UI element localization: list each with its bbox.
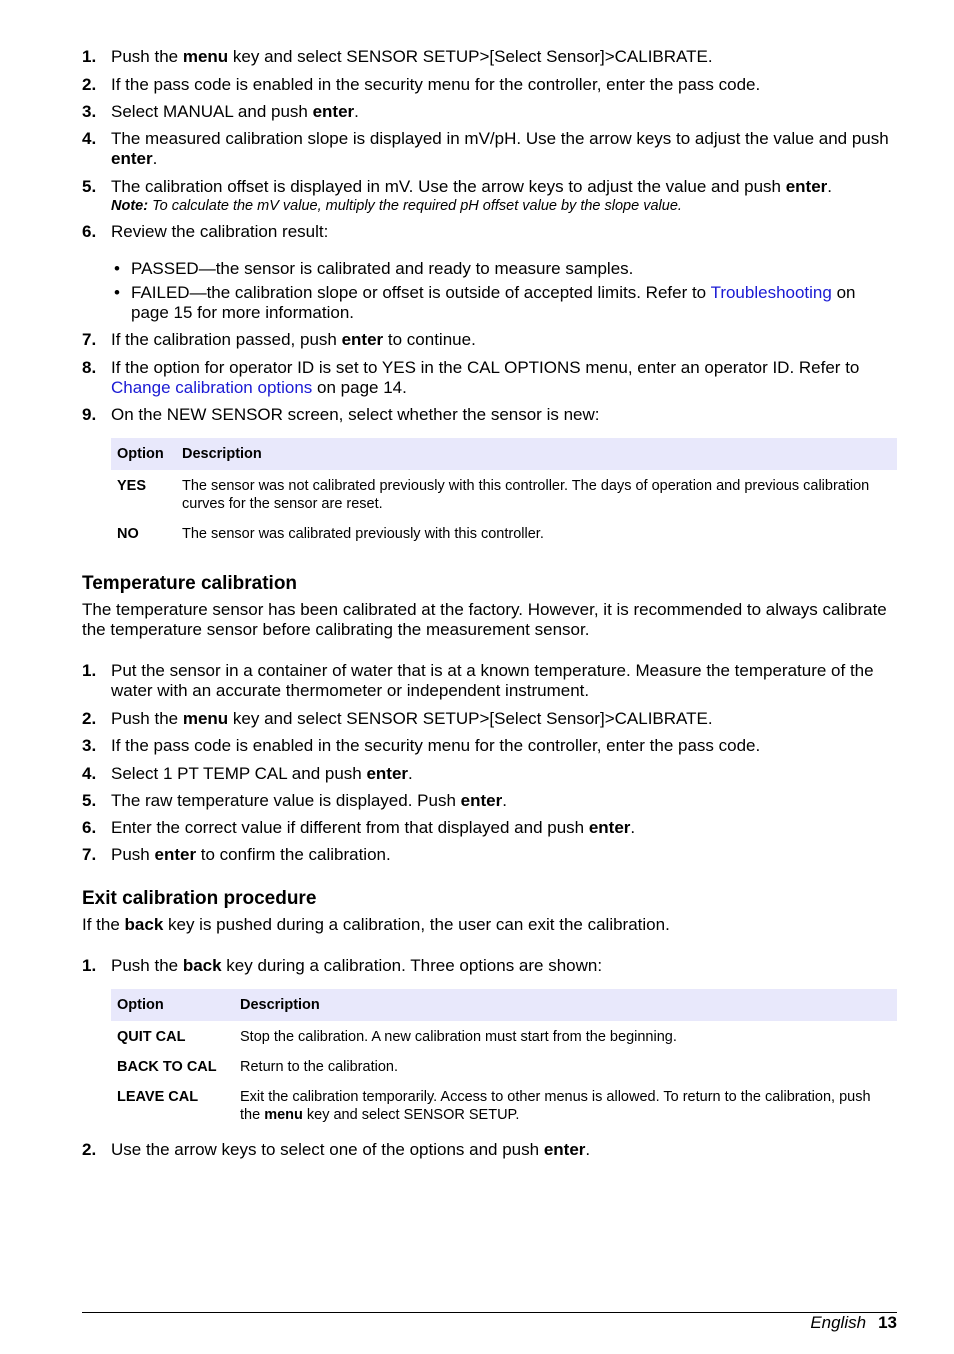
footer-language: English [810, 1313, 867, 1332]
step-item: 7. If the calibration passed, push enter to continue. [82, 330, 476, 349]
table-row: NO The sensor was calibrated previously with this controller. [117, 526, 544, 542]
bullet-item: • FAILED—the calibration slope or offset is outside of accepted limits. Refer to Troubleshooting on page 15 for more information. [114, 283, 856, 322]
table-header-row: Option Description [111, 438, 897, 470]
step-item: 7. Push enter to confirm the calibration. [82, 845, 391, 864]
step-item: 1. Put the sensor in a container of water that is at a known temperature. Measure the temperature of the water with an accurate thermometer or independent instrument. [82, 661, 874, 700]
table-row: BACK TO CAL Return to the calibration. [117, 1059, 398, 1075]
note: Note: To calculate the mV value, multiply the required pH offset value by the slope value. [111, 198, 682, 214]
troubleshooting-link[interactable]: Troubleshooting [710, 283, 832, 302]
step-item: 2. If the pass code is enabled in the security menu for the controller, enter the pass code. [82, 75, 761, 94]
page-number: 13 [878, 1313, 897, 1332]
step-item: 1. Push the back key during a calibration. Three options are shown: [82, 956, 603, 975]
table-row: LEAVE CAL Exit the calibration temporarily. Access to other menus is allowed. To return to the calibration, push the menu key and select SENSOR SETUP. [117, 1089, 871, 1123]
step-item: 3. If the pass code is enabled in the security menu for the controller, enter the pass code. [82, 736, 761, 755]
step-item: 8. If the option for operator ID is set to YES in the CAL OPTIONS menu, enter an operator ID. Refer to Change calibration options on page 14. [82, 358, 860, 397]
step-item: 6. Review the calibration result: [82, 222, 329, 241]
exit-options-table [111, 989, 897, 1130]
page-footer [810, 1312, 897, 1334]
change-calibration-options-link[interactable]: Change calibration options [111, 378, 313, 397]
step-item: 2. Push the menu key and select SENSOR SETUP>[Select Sensor]>CALIBRATE. [82, 709, 713, 728]
new-sensor-options-table [111, 438, 897, 549]
footer-divider [82, 1312, 897, 1313]
step-item: 1. Push the menu key and select SENSOR SETUP>[Select Sensor]>CALIBRATE. [82, 47, 713, 66]
step-item: 9. On the NEW SENSOR screen, select whether the sensor is new: [82, 405, 600, 424]
paragraph: The temperature sensor has been calibrated at the factory. However, it is recommended to always calibrate the temperature sensor before calibrating the measurement sensor. [82, 600, 887, 639]
bullet-item: • PASSED—the sensor is calibrated and ready to measure samples. [114, 259, 634, 278]
paragraph: If the back key is pushed during a calibration, the user can exit the calibration. [82, 915, 670, 934]
step-item: 3. Select MANUAL and push enter. [82, 102, 359, 121]
section-heading: Exit calibration procedure [82, 888, 317, 909]
table-row: YES The sensor was not calibrated previously with this controller. The days of operation and previous calibration curves for the sensor are reset. [117, 478, 870, 512]
step-item: 4. Select 1 PT TEMP CAL and push enter. [82, 764, 413, 783]
section-heading: Temperature calibration [82, 573, 298, 594]
step-item: 4. The measured calibration slope is displayed in mV/pH. Use the arrow keys to adjust the value and push enter. [82, 129, 889, 168]
table-row: QUIT CAL Stop the calibration. A new calibration must start from the beginning. [117, 1029, 677, 1045]
step-item: 5. The calibration offset is displayed in mV. Use the arrow keys to adjust the value and push enter. Note: To calculate the mV value, multiply the required pH offset value by the slope value. [82, 177, 897, 215]
table-header-row: Option Description [111, 989, 897, 1021]
step-item: 5. The raw temperature value is displayed. Push enter. [82, 791, 507, 810]
step-item: 2. Use the arrow keys to select one of the options and push enter. [82, 1140, 591, 1159]
step-item: 6. Enter the correct value if different from that displayed and push enter. [82, 818, 636, 837]
